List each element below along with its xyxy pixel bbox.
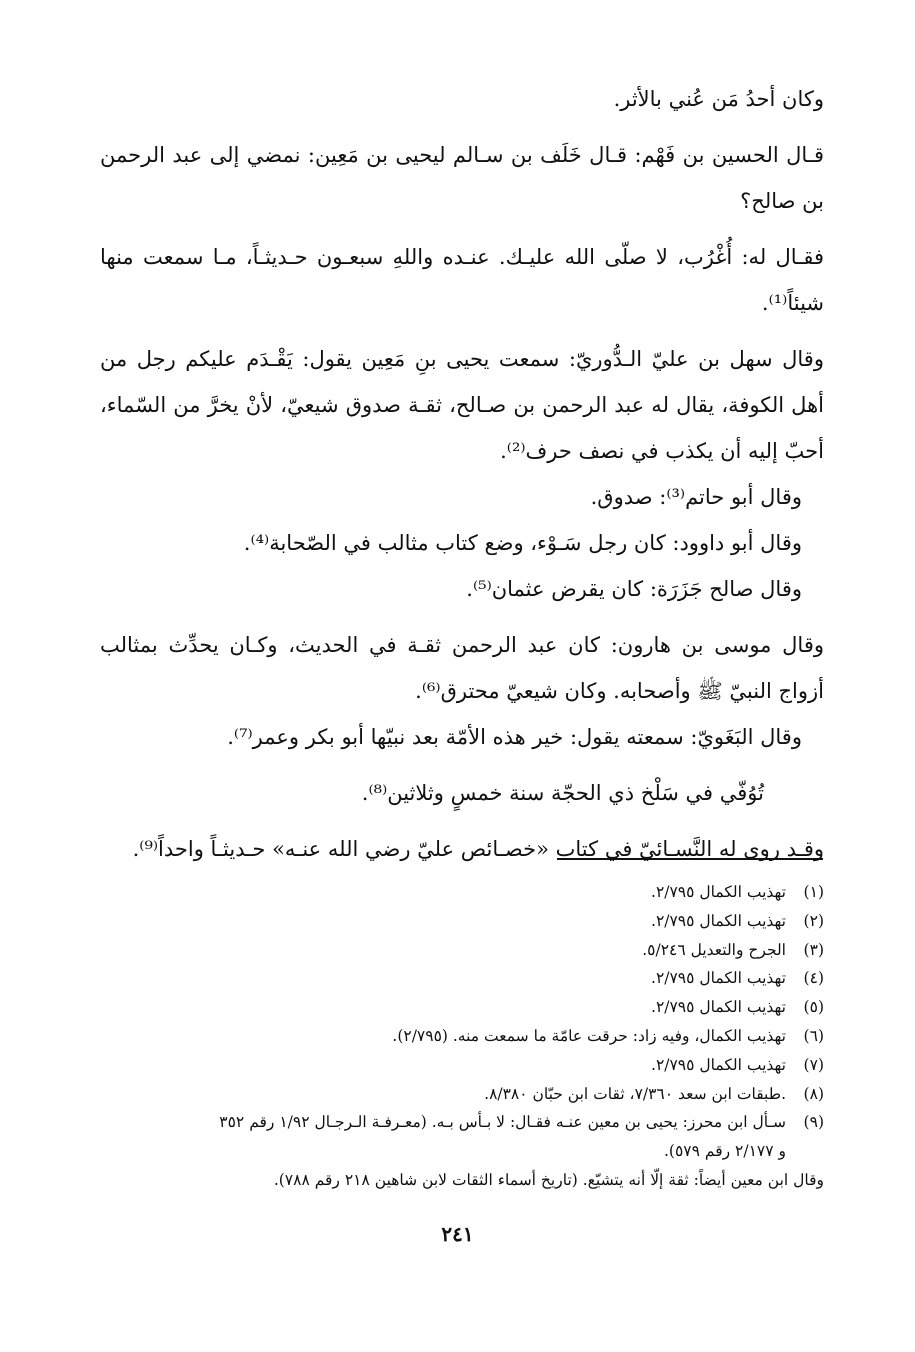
paragraph-5: وقال أبو حاتم⁽³⁾: صدوق. (590, 485, 802, 509)
paragraph-1: وكان أحدُ مَن عُني بالأثر. (613, 87, 824, 111)
footnote-text: الجرح والتعديل ٥/٢٤٦. (642, 940, 786, 959)
footnote-4 (100, 964, 824, 993)
paragraph-7: وقال صالح جَزَرَة: كان يقرض عثمان⁽⁵⁾. (466, 577, 802, 601)
footnote-text: تهذيب الكمال، وفيه زاد: حرقت عامّة ما سمعت منه. (٢/٧٩٥). (392, 1026, 786, 1045)
footnote-text: تهذيب الكمال ٢/٧٩٥. (651, 1055, 786, 1074)
footnote-number: (٩) (803, 1113, 824, 1132)
paragraph-2: قـال الحسين بن فَهْم: قـال خَلَف بن سـالم ليحيى بن مَعِين: نمضي إلى عبد الرحمن بن صالح؟ (100, 143, 824, 213)
footnote-number: (٦) (803, 1026, 824, 1045)
footnote-1 (100, 878, 824, 907)
footnote-6 (100, 1022, 824, 1051)
footnote-text: تهذيب الكمال ٢/٧٩٥. (651, 969, 786, 988)
footnote-9-continuation (100, 1137, 824, 1166)
paragraph-11: وقـد روى له النَّسـائيّ في كتاب «خصـائص عليّ رضي الله عنـه» حـديثـاً واحداً⁽⁹⁾. (132, 837, 824, 861)
footnotes (100, 878, 824, 1195)
footnote-number: (٨) (803, 1084, 824, 1103)
footnote-text: تهذيب الكمال ٢/٧٩٥. (651, 998, 786, 1017)
paragraph-8: وقال موسى بن هارون: كان عبد الرحمن ثقـة في الحديث، وكـان يحدِّث بمثالب أزواج النبيّ ﷺ وأصحابه. وكان شيعيّ محترق⁽⁶⁾. (100, 633, 824, 703)
footnote-9-addendum (100, 1166, 824, 1195)
footnote-text: .طبقات ابن سعد ٧/٣٦٠، ثقات ابن حبّان ٨/٣٨٠. (484, 1084, 786, 1103)
footnote-8 (100, 1080, 824, 1109)
footnote-text: تهذيب الكمال ٢/٧٩٥. (651, 911, 786, 930)
footnote-9 (100, 1108, 824, 1137)
paragraph-6: وقال أبو داوود: كان رجل سَـوْء، وضع كتاب مثالب في الصّحابة⁽⁴⁾. (243, 531, 802, 555)
paragraph-9: وقال البَغَويّ: سمعته يقول: خير هذه الأمّة بعد نبيّها أبو بكر وعمر⁽⁷⁾. (227, 725, 802, 749)
page-number: ٢٤١ (441, 1222, 474, 1246)
paragraph-4: وقال سهل بن عليّ الـدُّوريّ: سمعت يحيى بنِ مَعِين يقول: يَقْـدَم عليكم رجل من أهل الكوفة، يقال له عبد الرحمن بن صـالح، ثقـة صدوق شيعيّ، لأنْ يخرَّ من السّماء، أحبّ إليه أن يكذب في نصف حرف⁽²⁾. (100, 347, 824, 463)
footnote-7 (100, 1051, 824, 1080)
footnote-text: تهذيب الكمال ٢/٧٩٥. (651, 883, 786, 901)
footnote-number: (٣) (803, 940, 824, 959)
footnote-text: سـأل ابن محرز: يحيى بن معين عنـه فقـال: لا بـأس بـه. (معـرفـة الـرجـال ١/٩٢ رقم ٣٥٢ (219, 1113, 786, 1132)
footnote-number: (١) (803, 883, 824, 901)
main-text (100, 76, 824, 872)
footnote-2 (100, 907, 824, 936)
paragraph-3: فقـال له: أُغْرُب، لا صلّى الله عليـك. عنـده واللهِ سبعـون حـديثـاً، مـا سمعت منها شيئاً⁽¹⁾. (100, 245, 825, 315)
footnote-number: (٧) (803, 1055, 824, 1074)
footnote-3 (100, 936, 824, 965)
footnote-number: (٥) (803, 998, 824, 1017)
footnote-text: وقال ابن معين أيضاً: ثقة إلّا أنه يتشيّع. (تاريخ أسماء الثقات لابن شاهين ٢١٨ رقم ٧٨٨). (273, 1170, 824, 1189)
footnote-number: (٤) (803, 969, 824, 988)
footnote-text: و ٢/١٧٧ رقم ٥٧٩). (664, 1142, 786, 1161)
footnote-5 (100, 993, 824, 1022)
footnote-separator (557, 858, 823, 860)
footnote-number: (٢) (803, 911, 824, 930)
paragraph-10: تُوُفّي في سَلْخ ذي الحجّة سنة خمسٍ وثلاثين⁽⁸⁾. (361, 781, 764, 805)
